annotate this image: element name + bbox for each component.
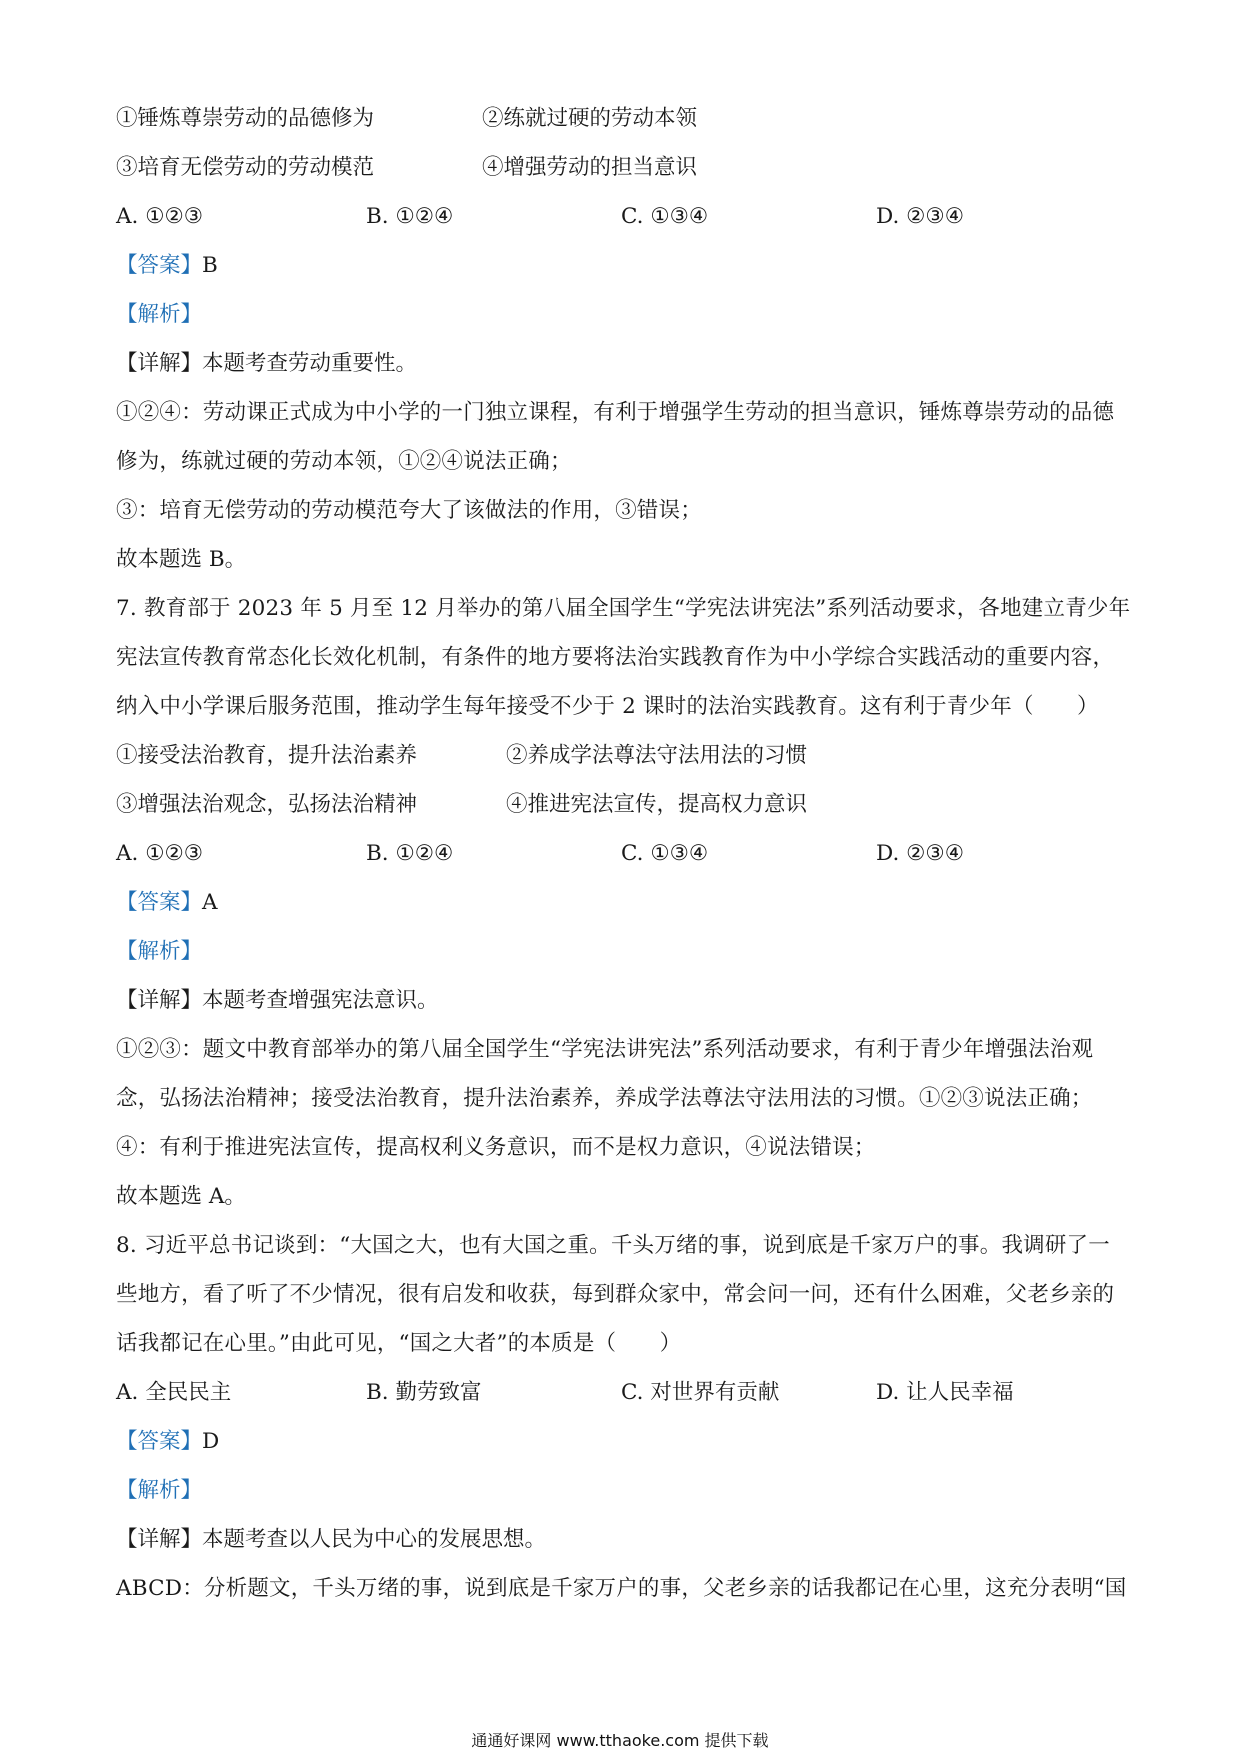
q6-detail <box>116 339 1131 388</box>
q6-option-2: ②练就过硬的劳动本领 <box>482 106 698 131</box>
q8-choice-d: D. 让人民幸福 <box>876 1380 1014 1405</box>
q8-choice-b: B. 勤劳致富 <box>366 1380 482 1405</box>
q7-explain-1a: ①②③：题文中教育部举办的第八届全国学生“学宪法讲宪法”系列活动要求，有利于青少年增强法治观 <box>116 1037 1094 1062</box>
q6-choice-d: D. ②③④ <box>876 204 964 229</box>
q7-choice-a: A. ①②③ <box>116 841 204 866</box>
q8-choice-c: C. 对世界有贡献 <box>621 1380 780 1405</box>
q7-explain-1b: 念，弘扬法治精神；接受法治教育，提升法治素养，养成学法尊法守法用法的习惯。①②③说法正确； <box>116 1086 1093 1111</box>
q6-option-1: ①锤炼尊崇劳动的品德修为 <box>116 106 375 131</box>
q7-answer <box>116 878 1131 927</box>
q8-choice-a: A. 全民民主 <box>116 1380 232 1405</box>
q7-options-row1 <box>116 731 1131 780</box>
q6-explain-2: ③：培育无偿劳动的劳动模范夸大了该做法的作用，③错误； <box>116 498 702 523</box>
analysis-tag: 【解析】 <box>116 302 203 327</box>
q7-stem-2: 宪法宣传教育常态化长效化机制，有条件的地方要将法治实践教育作为中小学综合实践活动的重要内容， <box>116 645 1115 670</box>
answer-value: A <box>202 890 218 915</box>
page-content <box>116 94 1131 1613</box>
q6-option-4: ④增强劳动的担当意识 <box>482 155 698 180</box>
analysis-tag: 【解析】 <box>116 1478 203 1503</box>
q6-option-3: ③培育无偿劳动的劳动模范 <box>116 155 375 180</box>
q7-option-2: ②养成学法尊法守法用法的习惯 <box>506 743 808 768</box>
q6-analysis <box>116 290 1131 339</box>
q7-stem-1: 7. 教育部于 2023 年 5 月至 12 月举办的第八届全国学生“学宪法讲宪法”系列活动要求，各地建立青少年 <box>116 596 1131 621</box>
q7-choice-c: C. ①③④ <box>621 841 709 866</box>
q7-explain-2: ④：有利于推进宪法宣传，提高权利义务意识，而不是权力意识，④说法错误； <box>116 1135 876 1160</box>
q6-choice-c: C. ①③④ <box>621 204 709 229</box>
q7-option-4: ④推进宪法宣传，提高权力意识 <box>506 792 808 817</box>
page-footer: 通通好课网 www.tthaoke.com 提供下载 <box>471 1731 769 1750</box>
q8-analysis <box>116 1466 1131 1515</box>
q6-choice-a: A. ①②③ <box>116 204 204 229</box>
q7-option-1: ①接受法治教育，提升法治素养 <box>116 743 418 768</box>
q6-choice-b: B. ①②④ <box>366 204 454 229</box>
answer-tag: 【答案】 <box>116 253 203 278</box>
answer-tag: 【答案】 <box>116 890 203 915</box>
detail-tag: 【详解】 <box>116 351 203 376</box>
q8-stem-3: 话我都记在心里。”由此可见，“国之大者”的本质是（ ） <box>116 1331 682 1356</box>
q6-answer <box>116 241 1131 290</box>
detail-text: 本题考查以人民为中心的发展思想。 <box>202 1527 547 1552</box>
analysis-tag: 【解析】 <box>116 939 203 964</box>
detail-tag: 【详解】 <box>116 988 203 1013</box>
q6-choices <box>116 192 1131 241</box>
q7-options-row2 <box>116 780 1131 829</box>
q8-stem-1: 8. 习近平总书记谈到：“大国之大，也有大国之重。千头万绪的事，说到底是千家万户的事。我调研了一 <box>116 1233 1110 1258</box>
q7-stem-3: 纳入中小学课后服务范围，推动学生每年接受不少于 2 课时的法治实践教育。这有利于青少年（ ） <box>116 694 1099 719</box>
q7-option-3: ③增强法治观念，弘扬法治精神 <box>116 792 418 817</box>
q8-choices <box>116 1368 1131 1417</box>
detail-text: 本题考查增强宪法意识。 <box>202 988 439 1013</box>
detail-tag: 【详解】 <box>116 1527 203 1552</box>
q7-analysis <box>116 927 1131 976</box>
q6-options-row2 <box>116 143 1131 192</box>
q8-answer <box>116 1417 1131 1466</box>
q7-choice-d: D. ②③④ <box>876 841 964 866</box>
q7-detail <box>116 976 1131 1025</box>
answer-tag: 【答案】 <box>116 1429 203 1454</box>
q8-explain-1: ABCD：分析题文，千头万绪的事，说到底是千家万户的事，父老乡亲的话我都记在心里，这充分表明“国 <box>116 1576 1127 1601</box>
q8-stem-2: 些地方，看了听了不少情况，很有启发和收获，每到群众家中，常会问一问，还有什么困难，父老乡亲的 <box>116 1282 1115 1307</box>
detail-text: 本题考查劳动重要性。 <box>202 351 418 376</box>
q8-detail <box>116 1515 1131 1564</box>
q6-conclusion: 故本题选 B。 <box>116 547 247 572</box>
q7-choices <box>116 829 1131 878</box>
answer-value: D <box>202 1429 220 1454</box>
q6-explain-1b: 修为，练就过硬的劳动本领，①②④说法正确； <box>116 449 572 474</box>
q7-choice-b: B. ①②④ <box>366 841 454 866</box>
answer-value: B <box>202 253 218 278</box>
q7-conclusion: 故本题选 A。 <box>116 1184 246 1209</box>
q6-options-row1 <box>116 94 1131 143</box>
q6-explain-1a: ①②④：劳动课正式成为中小学的一门独立课程，有利于增强学生劳动的担当意识，锤炼尊崇劳动的品德 <box>116 400 1115 425</box>
